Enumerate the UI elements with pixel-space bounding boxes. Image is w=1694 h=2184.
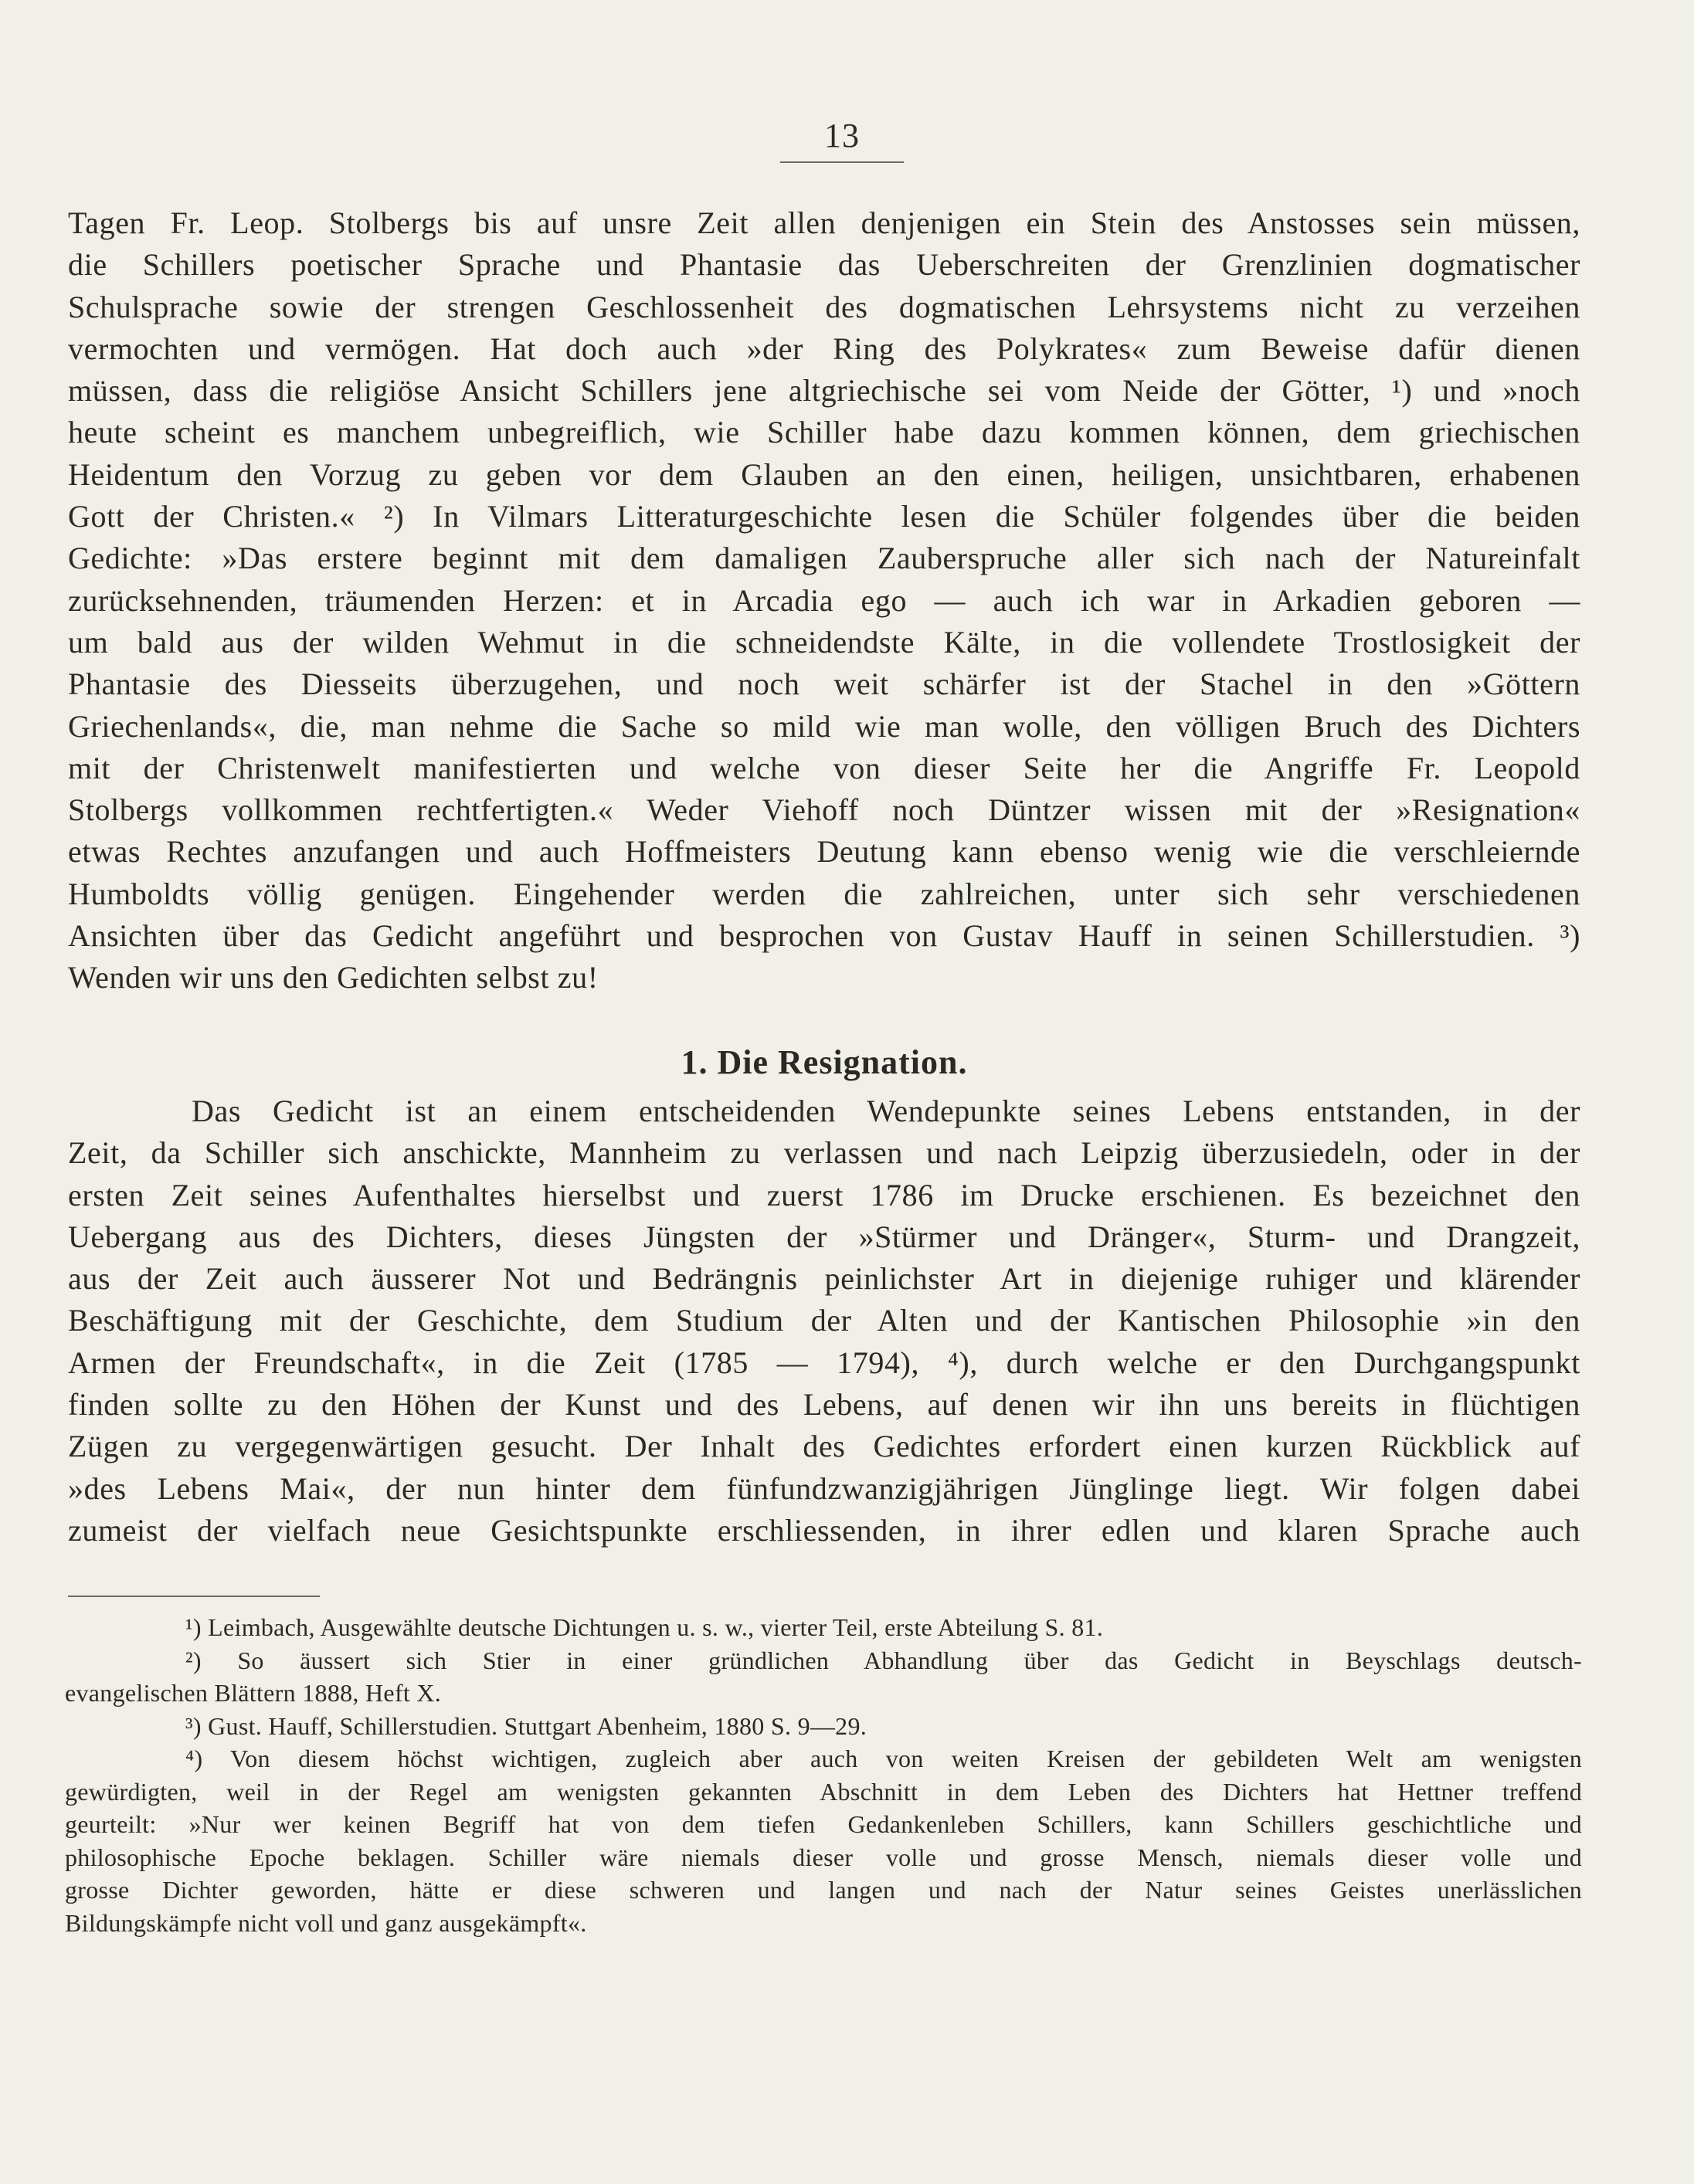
- text-line: finden sollte zu den Höhen der Kunst und des Lebens, auf denen wir ihn uns bereits in flüchtigen: [68, 1387, 1580, 1423]
- text-line: müssen, dass die religiöse Ansicht Schillers jene altgriechische sei vom Neide der Götter, ¹) und »noch: [68, 373, 1580, 409]
- text-line: Gott der Christen.« ²) In Vilmars Litteraturgeschichte lesen die Schüler folgendes über die beiden: [68, 499, 1580, 534]
- text-line: Tagen Fr. Leop. Stolbergs bis auf unsre Zeit allen denjenigen ein Stein des Anstosses sein müssen,: [68, 205, 1580, 240]
- footnotes: [65, 1611, 1582, 1939]
- text-line: heute scheint es manchem unbegreiflich, wie Schiller habe dazu kommen können, dem griechischen: [68, 415, 1580, 450]
- text-line: die Schillers poetischer Sprache und Phantasie das Ueberschreiten der Grenzlinien dogmatischer: [68, 247, 1580, 283]
- text-line: ersten Zeit seines Aufenthaltes hierselbst und zuerst 1786 im Drucke erschienen. Es bezeichnet den: [68, 1177, 1580, 1212]
- footnote-line: ²) So äussert sich Stier in einer gründlichen Abhandlung über das Gedicht in Beyschlags deutsch-: [185, 1646, 1582, 1674]
- page-number: 13: [824, 117, 860, 154]
- text-line: Uebergang aus des Dichters, dieses Jüngsten der »Stürmer und Dränger«, Sturm- und Drangzeit,: [68, 1219, 1580, 1254]
- footnote-line: ³) Gust. Hauff, Schillerstudien. Stuttgart Abenheim, 1880 S. 9—29.: [185, 1711, 867, 1740]
- text-line: Wenden wir uns den Gedichten selbst zu!: [68, 960, 599, 995]
- text-line: zumeist der vielfach neue Gesichtspunkte erschliessenden, in ihrer edlen und klaren Sprache auch: [68, 1512, 1580, 1548]
- page-header: [780, 116, 904, 163]
- footnote-line: ⁴) Von diesem höchst wichtigen, zugleich aber auch von weiten Kreisen der gebildeten Welt am wenigsten: [185, 1745, 1582, 1772]
- footnote-2: [65, 1644, 1582, 1710]
- text-line: Schulsprache sowie der strengen Geschlossenheit des dogmatischen Lehrsystems nicht zu verzeihen: [68, 289, 1580, 324]
- section-paragraph: [68, 1090, 1580, 1552]
- text-line: etwas Rechtes anzufangen und auch Hoffmeisters Deutung kann ebenso wenig wie die verschleiernde: [68, 834, 1580, 870]
- text-line: um bald aus der wilden Wehmut in die schneidendste Kälte, in die vollendete Trostlosigkeit der: [68, 624, 1580, 660]
- text-line: Gedichte: »Das erstere beginnt mit dem damaligen Zauberspruche aller sich nach der Natureinfalt: [68, 541, 1580, 576]
- footnote-1: [65, 1611, 1582, 1644]
- footnote-line: philosophische Epoche beklagen. Schiller wäre niemals dieser volle und grosse Mensch, niemals dieser volle und: [65, 1843, 1582, 1871]
- text-line: Ansichten über das Gedicht angeführt und besprochen von Gustav Hauff in seinen Schillerstudien. ³): [68, 918, 1580, 954]
- text-line: Phantasie des Diesseits überzugehen, und noch weit schärfer ist der Stachel in den »Göttern: [68, 666, 1580, 702]
- footnote-3: [65, 1710, 1582, 1743]
- text-line: Das Gedicht ist an einem entscheidenden Wendepunkte seines Lebens entstanden, in der: [192, 1094, 1580, 1128]
- footnote-line: ¹) Leimbach, Ausgewählte deutsche Dichtungen u. s. w., vierter Teil, erste Abteilung S. 81.: [185, 1613, 1104, 1641]
- text-line: Beschäftigung mit der Geschichte, dem Studium der Alten und der Kantischen Philosophie »in den: [68, 1303, 1580, 1338]
- text-line: Zeit, da Schiller sich anschickte, Mannheim zu verlassen und nach Leipzig überzusiedeln, oder in der: [68, 1135, 1580, 1171]
- text-line: aus der Zeit auch äusserer Not und Bedrängnis peinlichster Art in diejenige ruhiger und klärender: [68, 1261, 1580, 1297]
- header-rule: [780, 161, 904, 163]
- footnote-line: gewürdigten, weil in der Regel am wenigsten gekannten Abschnitt in dem Leben des Dichters hat Hettner treffend: [65, 1777, 1582, 1806]
- text-line: »des Lebens Mai«, der nun hinter dem fünfundzwanzigjährigen Jünglinge liegt. Wir folgen dabei: [68, 1470, 1580, 1506]
- text-line: Humboldts völlig genügen. Eingehender werden die zahlreichen, unter sich sehr verschiedenen: [68, 876, 1580, 911]
- text-line: Armen der Freundschaft«, in die Zeit (1785 — 1794), ⁴), durch welche er den Durchgangspunkt: [68, 1345, 1580, 1380]
- paragraph-continuation: [68, 202, 1580, 999]
- footnote-line: grosse Dichter geworden, hätte er diese schweren und langen und nach der Natur seines Geistes unerlässlichen: [65, 1876, 1582, 1904]
- footnote-4: [65, 1742, 1582, 1939]
- text-line: vermochten und vermögen. Hat doch auch »der Ring des Polykrates« zum Beweise dafür dienen: [68, 331, 1580, 366]
- footnote-line: Bildungskämpfe nicht voll und ganz ausgekämpft«.: [65, 1908, 587, 1937]
- section-heading: 1. Die Resignation.: [681, 1043, 968, 1081]
- text-line: Stolbergs vollkommen rechtfertigten.« Weder Viehoff noch Düntzer wissen mit der »Resignation«: [68, 792, 1580, 828]
- text-line: zurücksehnenden, träumenden Herzen: et in Arcadia ego — auch ich war in Arkadien geboren —: [68, 582, 1580, 618]
- text-line: mit der Christenwelt manifestierten und welche von dieser Seite her die Angriffe Fr. Leopold: [68, 750, 1580, 785]
- text-line: Zügen zu vergegenwärtigen gesucht. Der Inhalt des Gedichtes erfordert einen kurzen Rückblick auf: [68, 1429, 1580, 1464]
- footnote-line: evangelischen Blättern 1888, Heft X.: [65, 1679, 442, 1707]
- footnote-line: geurteilt: »Nur wer keinen Begriff hat von dem tiefen Gedankenleben Schillers, kann Schillers geschichtliche und: [65, 1810, 1582, 1838]
- text-line: Griechenlands«, die, man nehme die Sache so mild wie man wolle, den völligen Bruch des Dichters: [68, 708, 1580, 744]
- text-line: Heidentum den Vorzug zu geben vor dem Glauben an den einen, heiligen, unsichtbaren, erhabenen: [68, 456, 1580, 492]
- footnote-rule: [68, 1596, 320, 1597]
